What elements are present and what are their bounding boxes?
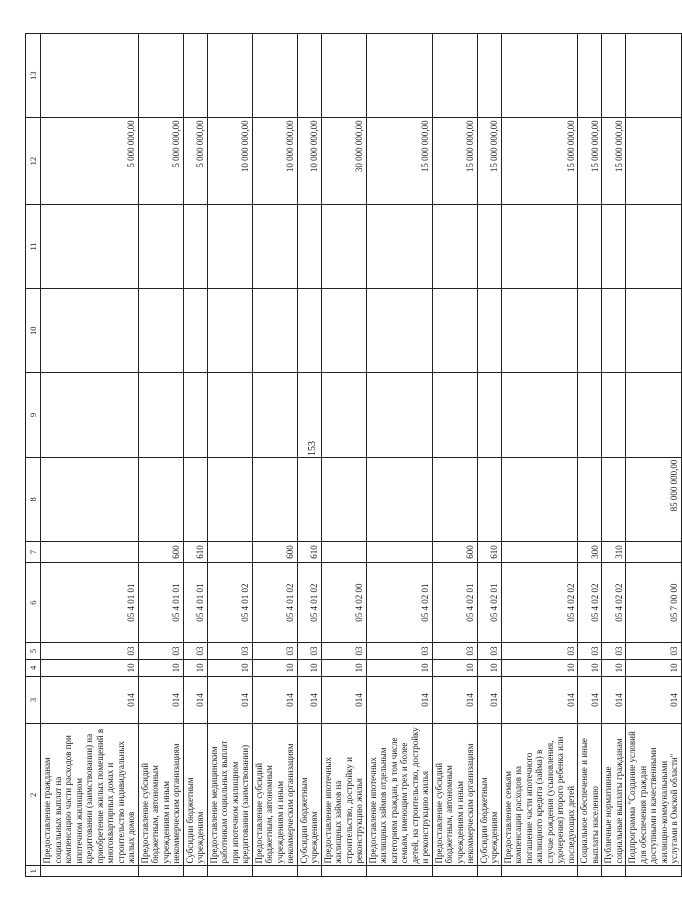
column-header-4: 4 xyxy=(26,659,41,676)
table-body xyxy=(41,34,682,877)
cell-target-article: 05 4 01 02 xyxy=(207,563,252,643)
cell-amount-8 xyxy=(183,457,207,541)
cell-target-article: 05 4 01 02 xyxy=(252,563,297,643)
row-name: Предоставление медицинским работникам социальных выплат при ипотечном жилищном кредитовании (заимствовании) xyxy=(207,724,252,866)
cell-expense-type: 600 xyxy=(138,541,183,562)
empty-cell xyxy=(602,204,626,288)
cell-amount-8 xyxy=(602,457,626,541)
empty-cell xyxy=(501,34,578,118)
empty-cell xyxy=(183,373,207,457)
cell-amount-8: 85 000 000,00 xyxy=(626,457,682,541)
cell-amount-12: 15 000 000,00 xyxy=(501,118,578,204)
empty-cell xyxy=(366,34,432,118)
cell-section: 10 xyxy=(183,659,207,676)
cell-amount-8 xyxy=(207,457,252,541)
row-name: Подпрограмма "Создание условий для обеспечения граждан доступными и качественными жилищно-коммунальными услугами в Омской области" xyxy=(626,724,682,866)
empty-cell xyxy=(578,289,602,373)
empty-cell xyxy=(183,34,207,118)
cell-expense-type: 310 xyxy=(602,541,626,562)
page-number: 153 xyxy=(307,441,318,456)
empty-cell xyxy=(626,289,682,373)
empty-cell xyxy=(297,373,321,457)
column-header-11: 11 xyxy=(26,204,41,288)
cell-section: 10 xyxy=(321,659,366,676)
cell-section: 10 xyxy=(432,659,477,676)
cell-target-article: 05 4 02 01 xyxy=(477,563,501,643)
cell-target-article: 05 4 02 01 xyxy=(366,563,432,643)
empty-cell xyxy=(366,866,432,877)
cell-subsection: 03 xyxy=(626,643,682,660)
cell-amount-8 xyxy=(578,457,602,541)
rotated-table-container xyxy=(25,33,679,877)
column-header-8: 8 xyxy=(26,457,41,541)
empty-cell xyxy=(477,866,501,877)
cell-target-article: 05 4 02 01 xyxy=(432,563,477,643)
cell-amount-12: 15 000 000,00 xyxy=(366,118,432,204)
row-name: Публичные нормативные социальные выплаты гражданам xyxy=(602,724,626,866)
empty-cell xyxy=(207,204,252,288)
empty-cell xyxy=(477,204,501,288)
empty-cell xyxy=(578,373,602,457)
cell-subsection: 03 xyxy=(207,643,252,660)
cell-expense-type: 600 xyxy=(432,541,477,562)
cell-subsection: 03 xyxy=(578,643,602,660)
table-row xyxy=(432,34,477,877)
cell-amount-12: 5 000 000,00 xyxy=(41,118,139,204)
cell-amount-12 xyxy=(626,118,682,204)
empty-cell xyxy=(138,204,183,288)
empty-cell xyxy=(501,373,578,457)
empty-cell xyxy=(501,866,578,877)
cell-section: 10 xyxy=(138,659,183,676)
empty-cell xyxy=(321,373,366,457)
empty-cell xyxy=(501,204,578,288)
empty-cell xyxy=(207,373,252,457)
cell-target-article: 05 4 01 01 xyxy=(41,563,139,643)
cell-target-article: 05 4 02 02 xyxy=(578,563,602,643)
cell-subsection: 03 xyxy=(297,643,321,660)
table-row xyxy=(41,34,139,877)
cell-subsection: 03 xyxy=(432,643,477,660)
cell-target-article: 05 4 02 02 xyxy=(501,563,578,643)
cell-target-article: 05 4 02 00 xyxy=(321,563,366,643)
empty-cell xyxy=(321,204,366,288)
cell-subsection: 03 xyxy=(501,643,578,660)
cell-amount-8 xyxy=(321,457,366,541)
empty-cell xyxy=(602,289,626,373)
row-name: Социальное обеспечение и иные выплаты населению xyxy=(578,724,602,866)
cell-amount-12: 15 000 000,00 xyxy=(432,118,477,204)
empty-cell xyxy=(477,289,501,373)
cell-amount-12: 15 000 000,00 xyxy=(578,118,602,204)
cell-section: 10 xyxy=(578,659,602,676)
cell-code: 014 xyxy=(207,676,252,723)
row-name: Предоставление субсидий бюджетным, автономным учреждениям и иным некоммерческим организациям xyxy=(432,724,477,866)
empty-cell xyxy=(41,204,139,288)
cell-code: 014 xyxy=(321,676,366,723)
empty-cell xyxy=(626,866,682,877)
row-name: Предоставление семьям компенсации расходов на погашение части ипотечного жилищного кредита (займа) в случае рождения (усыновления, удочерения) второго ребенка или последующих детей xyxy=(501,724,578,866)
table-row xyxy=(602,34,626,877)
cell-section: 10 xyxy=(207,659,252,676)
empty-cell xyxy=(207,289,252,373)
row-name: Предоставление субсидий бюджетным, автономным учреждениям и иным некоммерческим организациям xyxy=(138,724,183,866)
empty-cell xyxy=(252,373,297,457)
cell-subsection: 03 xyxy=(138,643,183,660)
row-name: Субсидии бюджетным учреждениям xyxy=(183,724,207,866)
cell-amount-12: 10 000 000,00 xyxy=(297,118,321,204)
table-row xyxy=(138,34,183,877)
empty-cell xyxy=(602,866,626,877)
cell-code: 014 xyxy=(41,676,139,723)
empty-cell xyxy=(138,289,183,373)
cell-target-article: 05 7 00 00 xyxy=(626,563,682,643)
cell-expense-type: 610 xyxy=(297,541,321,562)
empty-cell xyxy=(477,373,501,457)
empty-cell xyxy=(297,34,321,118)
empty-cell xyxy=(183,289,207,373)
empty-cell xyxy=(626,204,682,288)
cell-code: 014 xyxy=(578,676,602,723)
header-row xyxy=(26,34,41,877)
table-row xyxy=(207,34,252,877)
column-header-13: 13 xyxy=(26,34,41,118)
row-name: Предоставление субсидий бюджетным, автономным учреждениям и иным некоммерческим организациям xyxy=(252,724,297,866)
cell-amount-8 xyxy=(138,457,183,541)
cell-section: 10 xyxy=(366,659,432,676)
empty-cell xyxy=(626,34,682,118)
empty-cell xyxy=(578,34,602,118)
empty-cell xyxy=(252,866,297,877)
cell-target-article: 05 4 01 01 xyxy=(138,563,183,643)
cell-amount-8 xyxy=(41,457,139,541)
empty-cell xyxy=(41,289,139,373)
empty-cell xyxy=(432,204,477,288)
empty-cell xyxy=(138,373,183,457)
column-header-5: 5 xyxy=(26,643,41,660)
cell-amount-12: 15 000 000,00 xyxy=(602,118,626,204)
cell-expense-type xyxy=(366,541,432,562)
cell-subsection: 03 xyxy=(41,643,139,660)
row-name: Субсидии бюджетным учреждениям xyxy=(297,724,321,866)
empty-cell xyxy=(578,204,602,288)
cell-target-article: 05 4 01 01 xyxy=(183,563,207,643)
empty-cell xyxy=(207,34,252,118)
cell-code: 014 xyxy=(602,676,626,723)
row-name: Предоставление ипотечных жилищных займов отдельным категориям граждан, в том числе семьям, имеющим трех и более детей, на строительство, достройку и реконструкцию жилья xyxy=(366,724,432,866)
empty-cell xyxy=(183,866,207,877)
column-header-1: 1 xyxy=(26,866,41,877)
empty-cell xyxy=(321,34,366,118)
column-header-3: 3 xyxy=(26,676,41,723)
cell-code: 014 xyxy=(626,676,682,723)
empty-cell xyxy=(477,34,501,118)
empty-cell xyxy=(207,866,252,877)
cell-amount-8 xyxy=(252,457,297,541)
column-header-10: 10 xyxy=(26,289,41,373)
cell-amount-12: 10 000 000,00 xyxy=(252,118,297,204)
cell-expense-type xyxy=(626,541,682,562)
cell-expense-type: 610 xyxy=(477,541,501,562)
column-header-9: 9 xyxy=(26,373,41,457)
empty-cell xyxy=(183,204,207,288)
empty-cell xyxy=(321,866,366,877)
empty-cell xyxy=(252,289,297,373)
cell-code: 014 xyxy=(297,676,321,723)
table-row xyxy=(321,34,366,877)
cell-section: 10 xyxy=(297,659,321,676)
empty-cell xyxy=(578,866,602,877)
cell-subsection: 03 xyxy=(321,643,366,660)
cell-expense-type xyxy=(41,541,139,562)
cell-section: 10 xyxy=(252,659,297,676)
table-row xyxy=(477,34,501,877)
cell-section: 10 xyxy=(501,659,578,676)
cell-expense-type: 610 xyxy=(183,541,207,562)
row-name: Предоставление гражданам социальных выплат на компенсацию части расходов при ипотечном жилищном кредитовании (заимствовании) на приобретение жилых помещений в многоквартирных домах и строительство индивидуальных жилых домов xyxy=(41,724,139,866)
cell-code: 014 xyxy=(183,676,207,723)
empty-cell xyxy=(366,289,432,373)
empty-cell xyxy=(366,373,432,457)
cell-amount-12: 5 000 000,00 xyxy=(138,118,183,204)
cell-target-article: 05 4 02 02 xyxy=(602,563,626,643)
budget-table xyxy=(25,33,682,877)
empty-cell xyxy=(138,866,183,877)
cell-subsection: 03 xyxy=(602,643,626,660)
cell-amount-12: 10 000 000,00 xyxy=(207,118,252,204)
cell-subsection: 03 xyxy=(366,643,432,660)
empty-cell xyxy=(297,289,321,373)
cell-subsection: 03 xyxy=(183,643,207,660)
table-row xyxy=(578,34,602,877)
column-header-6: 6 xyxy=(26,563,41,643)
cell-section: 10 xyxy=(477,659,501,676)
empty-cell xyxy=(366,204,432,288)
cell-amount-12: 15 000 000,00 xyxy=(477,118,501,204)
cell-amount-8 xyxy=(432,457,477,541)
table-row xyxy=(501,34,578,877)
row-name: Субсидии бюджетным учреждениям xyxy=(477,724,501,866)
cell-expense-type xyxy=(207,541,252,562)
empty-cell xyxy=(321,289,366,373)
cell-amount-12: 5 000 000,00 xyxy=(183,118,207,204)
empty-cell xyxy=(297,866,321,877)
empty-cell xyxy=(252,34,297,118)
table-row xyxy=(626,34,682,877)
cell-target-article: 05 4 01 02 xyxy=(297,563,321,643)
cell-expense-type: 600 xyxy=(252,541,297,562)
cell-expense-type xyxy=(501,541,578,562)
column-header-7: 7 xyxy=(26,541,41,562)
cell-subsection: 03 xyxy=(477,643,501,660)
empty-cell xyxy=(602,34,626,118)
table-row xyxy=(366,34,432,877)
column-header-12: 12 xyxy=(26,118,41,204)
empty-cell xyxy=(138,34,183,118)
cell-code: 014 xyxy=(252,676,297,723)
table-row xyxy=(252,34,297,877)
cell-expense-type: 300 xyxy=(578,541,602,562)
empty-cell xyxy=(501,289,578,373)
cell-section: 10 xyxy=(626,659,682,676)
column-header-2: 2 xyxy=(26,724,41,866)
cell-amount-8 xyxy=(501,457,578,541)
empty-cell xyxy=(297,204,321,288)
empty-cell xyxy=(41,373,139,457)
cell-code: 014 xyxy=(138,676,183,723)
cell-amount-8 xyxy=(297,457,321,541)
empty-cell xyxy=(432,373,477,457)
empty-cell xyxy=(41,34,139,118)
empty-cell xyxy=(41,866,139,877)
cell-amount-8 xyxy=(366,457,432,541)
empty-cell xyxy=(252,204,297,288)
empty-cell xyxy=(432,289,477,373)
cell-section: 10 xyxy=(602,659,626,676)
cell-expense-type xyxy=(321,541,366,562)
cell-section: 10 xyxy=(41,659,139,676)
cell-code: 014 xyxy=(432,676,477,723)
cell-amount-12: 30 000 000,00 xyxy=(321,118,366,204)
cell-code: 014 xyxy=(501,676,578,723)
row-name: Предоставление ипотечных жилищных займов на строительство, достройку и реконструкцию жилья xyxy=(321,724,366,866)
cell-amount-8 xyxy=(477,457,501,541)
cell-code: 014 xyxy=(477,676,501,723)
cell-subsection: 03 xyxy=(252,643,297,660)
table-row xyxy=(183,34,207,877)
table-row xyxy=(297,34,321,877)
empty-cell xyxy=(626,373,682,457)
empty-cell xyxy=(602,373,626,457)
empty-cell xyxy=(432,866,477,877)
cell-code: 014 xyxy=(366,676,432,723)
empty-cell xyxy=(432,34,477,118)
